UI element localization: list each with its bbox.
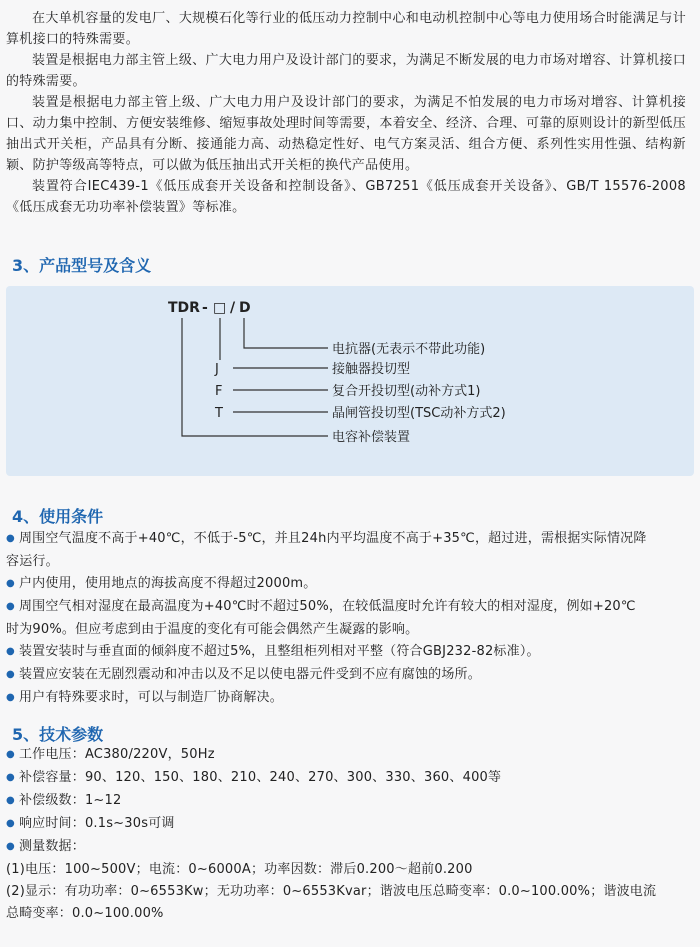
bullet-icon: ● — [6, 841, 15, 852]
bullet-icon: ● — [6, 749, 15, 760]
list-item: ● 周围空气温度不高于+40℃，不低于-5℃，并且24h内平均温度不高于+35℃，超过进，需根据实际情况降 — [6, 531, 647, 546]
meaning-text: 晶闸管投切型(TSC动补方式2) — [332, 406, 506, 421]
bullet-icon: ● — [6, 533, 15, 544]
intro-paragraph: 装置是根据电力部主管上级、广大电力用户及设计部门的要求，为满足不怕发展的电力市场对增容、计算机接口、动力集中控制、方便安装维修、缩短事故处理时间等需要，本着安全、经济、合理、可靠的原则设计的新型低压抽出式开关柜，产品具有分断、接通能力高、动热稳定性好、电气方案灵活、组合方便、系列性实用性强、结构新颖、防护等级高等特点，可以做为低压抽出式开关柜的换代产品使用。 — [6, 95, 686, 173]
connector-line-tdr — [182, 318, 328, 436]
model-slash: / — [230, 300, 236, 316]
sub-item: (2)显示：有功功率：0~6553Kw；无功功率：0~6553Kvar；谐波电压总畸变率：0.0~100.00%；谐波电流 — [6, 884, 657, 899]
sub-item: 总畸变率：0.0~100.00% — [6, 906, 164, 921]
list-item: ● 户内使用，使用地点的海拔高度不得超过2000m。 — [6, 576, 317, 591]
list-item-continuation: 容运行。 — [6, 554, 59, 569]
bullet-icon: ● — [6, 772, 15, 783]
list-item-continuation: 时为90%。但应考虑到由于温度的变化有可能会偶然产生凝露的影响。 — [6, 622, 419, 637]
bullet-icon: ● — [6, 692, 15, 703]
conditions-list — [6, 528, 690, 710]
model-prefix: TDR — [168, 300, 200, 316]
connector-line-d — [244, 318, 328, 348]
list-item: ● 装置安装时与垂直面的倾斜度不超过5%，且整组柜列相对平整（符合GBJ232-82标准）。 — [6, 644, 540, 659]
bullet-icon: ● — [6, 601, 15, 612]
connector-lines — [182, 318, 328, 436]
meaning-text: 接触器投切型 — [332, 362, 411, 377]
code-letter: T — [215, 406, 223, 421]
list-item: ● 测量数据： — [6, 839, 85, 854]
model-box-symbol: □ — [213, 300, 227, 316]
model-diagram — [6, 286, 694, 476]
list-item: ● 补偿容量：90、120、150、180、210、240、270、300、330、360、400等 — [6, 770, 502, 785]
meaning-text: 复合开投切型(动补方式1) — [332, 384, 481, 399]
code-letter: J — [215, 362, 219, 377]
bullet-icon: ● — [6, 669, 15, 680]
section-title-specs: 5、技术参数 — [12, 725, 104, 744]
code-letter: F — [215, 384, 223, 399]
bullet-icon: ● — [6, 795, 15, 806]
specs-list — [6, 744, 690, 925]
meaning-text: 电容补偿装置 — [332, 430, 411, 445]
section-title-model: 3、产品型号及含义 — [12, 256, 152, 275]
bullet-icon: ● — [6, 578, 15, 589]
list-item: ● 用户有特殊要求时，可以与制造厂协商解决。 — [6, 690, 283, 705]
meaning-text: 电抗器(无表示不带此功能) — [332, 342, 486, 357]
list-item: ● 装置应安装在无剧烈震动和冲击以及不足以使电器元件受到不应有腐蚀的场所。 — [6, 667, 481, 682]
intro-paragraph: 装置符合IEC439-1《低压成套开关设备和控制设备》、GB7251《低压成套开关设备》、GB/T 15576-2008《低压成套无功功率补偿装置》等标准。 — [6, 179, 686, 215]
list-item: ● 补偿级数：1~12 — [6, 793, 122, 808]
intro-section — [6, 8, 686, 218]
model-suffix: D — [239, 300, 251, 316]
model-diagram-svg — [6, 286, 694, 476]
bullet-icon: ● — [6, 646, 15, 657]
bullet-icon: ● — [6, 818, 15, 829]
intro-paragraph: 装置是根据电力部主管上级、广大电力用户及设计部门的要求，为满足不断发展的电力市场对增容、计算机接口的特殊需要。 — [6, 53, 686, 89]
sub-item: (1)电压：100~500V；电流：0~6000A；功率因数：滞后0.200～超前0.200 — [6, 862, 473, 877]
intro-paragraph: 在大单机容量的发电厂、大规模石化等行业的低压动力控制中心和电动机控制中心等电力使用场合时能满足与计算机接口的特殊需要。 — [6, 11, 686, 47]
model-dash: - — [202, 300, 208, 316]
list-item: ● 工作电压：AC380/220V，50Hz — [6, 747, 215, 762]
section-title-conditions: 4、使用条件 — [12, 507, 104, 526]
list-item: ● 周围空气相对湿度在最高温度为+40℃时不超过50%，在较低温度时允许有较大的相对湿度，例如+20℃ — [6, 599, 636, 614]
list-item: ● 响应时间：0.1s~30s可调 — [6, 816, 175, 831]
